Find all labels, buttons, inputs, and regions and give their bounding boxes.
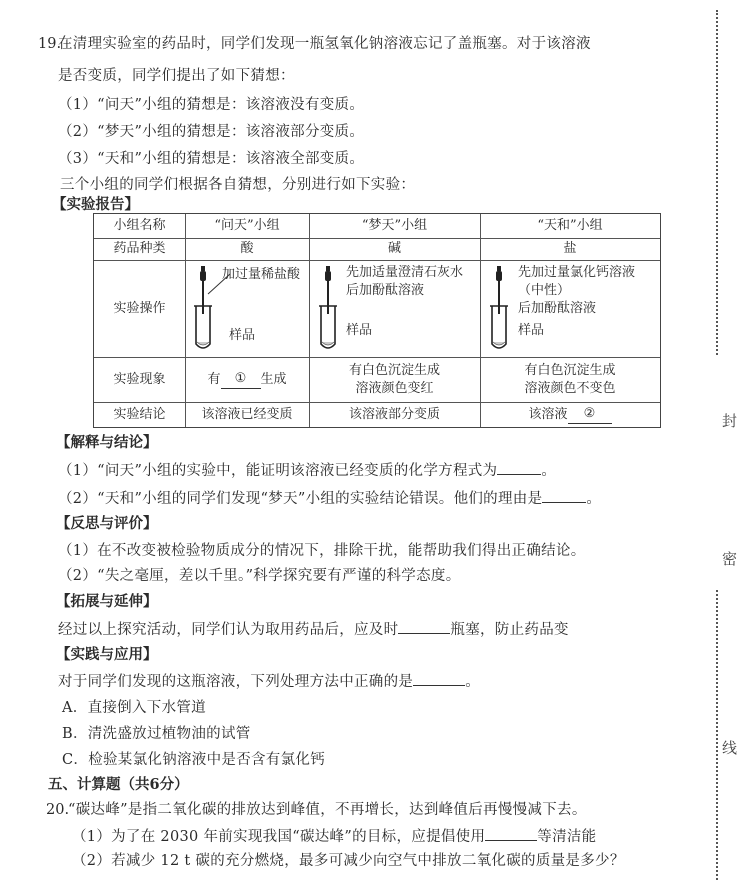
reflect-heading: 【反思与评价】 [56, 515, 158, 532]
extend-heading: 【拓展与延伸】 [56, 593, 158, 610]
practice-question-text: 对于同学们发现的这瓶溶液，下列处理方法中正确的是 [58, 674, 414, 690]
binding-dotted-line [716, 590, 718, 880]
tianhe-operation-line3: 后加酚酞溶液 [518, 301, 597, 316]
phenomenon-line1: 有白色沉淀生成 [348, 362, 440, 378]
wentian-conclusion: 该溶液已经变质 [201, 406, 293, 422]
mengtian-conclusion: 该溶液部分变质 [348, 406, 440, 422]
row-header-operation: 实验操作 [113, 300, 166, 316]
extend-text-after: 瓶塞，防止药品变 [450, 622, 569, 638]
period: 。 [465, 674, 481, 690]
experiment-intro: 三个小组的同学们根据各自猜想，分别进行如下实验： [60, 177, 416, 193]
question-20-number: 20. [46, 802, 70, 818]
period: 。 [541, 463, 557, 479]
group-wentian-reagent: 酸 [240, 241, 254, 256]
tianhe-sample-label: 样品 [518, 323, 545, 338]
hypothesis-1: （1）“问天”小组的猜想是：该溶液没有变质。 [58, 97, 365, 113]
test-tube-dropper-icon [487, 264, 511, 354]
explain-item-1-text: （1）“问天”小组的实验中，能证明该溶液已经变质的化学方程式为 [58, 463, 498, 479]
answer-blank-practice[interactable] [413, 671, 465, 686]
tianhe-operation-line1: 先加过量氯化钙溶液 [518, 265, 636, 280]
option-b: B．清洗盛放过植物油的试管 [62, 726, 251, 742]
phenomenon-prefix: 有 [207, 371, 221, 387]
group-tianhe-name: “天和”小组 [537, 218, 603, 233]
wentian-operation-label: 加过量稀盐酸 [222, 267, 301, 282]
option-c: C．检验某氯化钠溶液中是否含有氯化钙 [62, 752, 325, 768]
answer-blank-equation[interactable] [497, 460, 541, 475]
conclusion-prefix: 该溶液 [528, 406, 568, 422]
mengtian-sample-label: 样品 [346, 323, 373, 338]
binding-dotted-line [716, 10, 718, 355]
section-5-title: 五、计算题（共6分） [48, 776, 189, 793]
mengtian-phenomenon [309, 357, 480, 402]
answer-blank-1[interactable]: ① [221, 370, 261, 389]
mengtian-operation-line1: 先加适量澄清石灰水 [346, 265, 464, 280]
group-tianhe-reagent: 盐 [563, 241, 577, 256]
answer-blank-energy[interactable] [485, 826, 537, 841]
tianhe-phenomenon [480, 357, 660, 402]
tianhe-operation-line2: （中性） [518, 283, 571, 298]
binding-char-xian: 线 [722, 739, 738, 757]
question-20-part1 [72, 826, 596, 847]
answer-blank-2[interactable]: ② [568, 405, 612, 424]
question-20-stem: “碳达峰”是指二氧化碳的排放达到峰值，不再增长，达到峰值后再慢慢减下去。 [68, 802, 587, 818]
group-mengtian-reagent: 碱 [387, 241, 401, 256]
reflect-item-1: （1）在不改变被检验物质成分的情况下，排除干扰，能帮助我们得出正确结论。 [58, 543, 586, 559]
phenomenon-suffix: 生成 [260, 371, 287, 387]
extend-text-before: 经过以上探究活动，同学们认为取用药品后，应及时 [58, 622, 399, 638]
explain-item-2-text: （2）“天和”小组的同学们发现“梦天”小组的实验结论错误。他们的理由是 [58, 491, 543, 507]
hypothesis-2: （2）“梦天”小组的猜想是：该溶液部分变质。 [58, 124, 365, 140]
binding-char-feng: 封 [722, 412, 738, 430]
row-header-reagent-type: 药品种类 [113, 241, 166, 256]
wentian-sample-label: 样品 [229, 328, 256, 343]
row-header-group-name: 小组名称 [113, 218, 166, 233]
question-19-stem-line2: 是否变质，同学们提出了如下猜想： [58, 68, 295, 84]
part1-text-after: 等清洁能 [537, 829, 597, 845]
option-a: A．直接倒入下水管道 [62, 700, 206, 716]
question-19-number: 19. [38, 36, 62, 52]
row-header-conclusion: 实验结论 [113, 406, 166, 422]
phenomenon-line2: 溶液颜色不变色 [524, 380, 616, 396]
answer-blank-reason[interactable] [542, 488, 586, 503]
hypothesis-3: （3）“天和”小组的猜想是：该溶液全部变质。 [58, 151, 365, 167]
question-19-stem-line1: 在清理实验室的药品时，同学们发现一瓶氢氧化钠溶液忘记了盖瓶塞。对于该溶液 [58, 36, 591, 52]
phenomenon-line1: 有白色沉淀生成 [524, 362, 616, 378]
part1-text-before: （1）为了在 2030 年前实现我国“碳达峰”的目标，应提倡使用 [72, 829, 486, 845]
extend-text [58, 619, 569, 640]
reflect-item-2: （2）“失之毫厘，差以千里。”科学探究要有严谨的科学态度。 [58, 568, 461, 584]
answer-blank-extend[interactable] [398, 619, 450, 634]
phenomenon-line2: 溶液颜色变红 [355, 380, 434, 396]
period: 。 [586, 491, 602, 507]
test-tube-dropper-icon [316, 264, 340, 354]
group-wentian-name: “问天”小组 [214, 218, 280, 233]
report-heading: 【实验报告】 [52, 196, 139, 213]
explain-item-2 [58, 488, 601, 509]
group-mengtian-name: “梦天”小组 [361, 218, 428, 233]
practice-question [58, 671, 480, 692]
explain-heading: 【解释与结论】 [56, 434, 158, 451]
experiment-report-table [93, 213, 661, 428]
wentian-phenomenon [185, 357, 309, 402]
binding-char-mi: 密 [722, 550, 738, 568]
question-20-part2: （2）若减少 12 t 碳的充分燃烧，最多可减少向空气中排放二氧化碳的质量是多少？ [72, 853, 625, 869]
explain-item-1 [58, 460, 556, 481]
tianhe-conclusion [480, 402, 660, 427]
row-header-phenomenon: 实验现象 [113, 371, 166, 387]
practice-heading: 【实践与应用】 [56, 646, 158, 663]
mengtian-operation-line2: 后加酚酞溶液 [346, 283, 425, 298]
